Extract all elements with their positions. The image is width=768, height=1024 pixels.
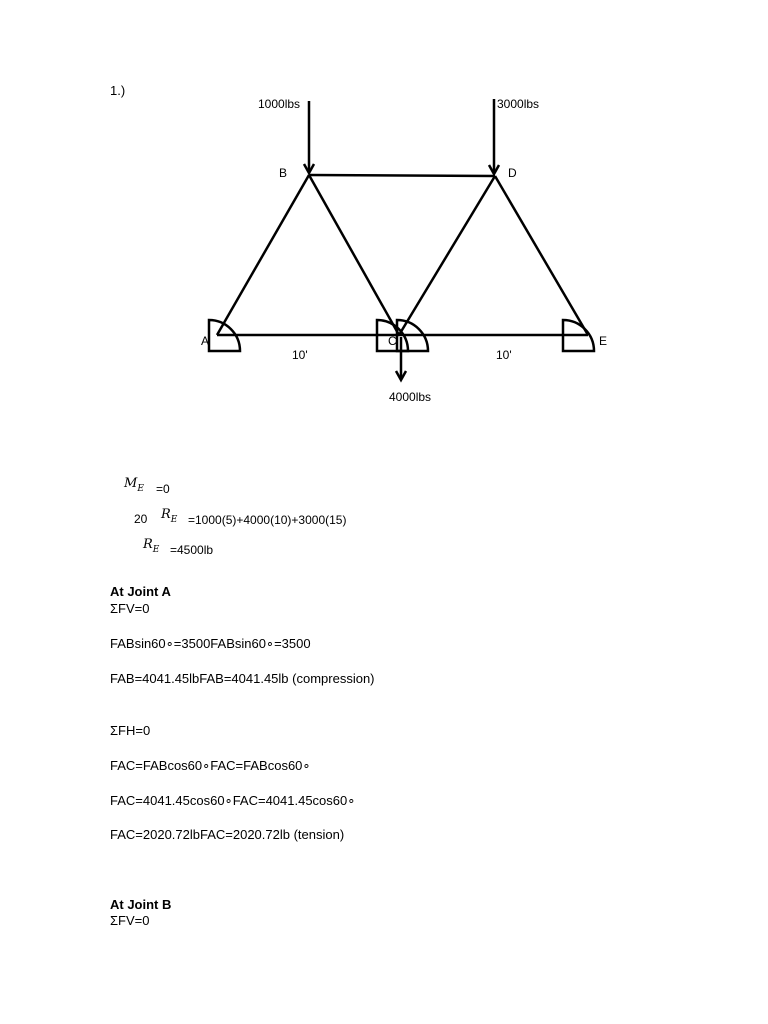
member-bc [309,175,399,335]
joint-a-line-3: FAC=FABcos60∘FAC=FABcos60∘ [110,758,311,773]
reaction-coefficient: 20 [134,512,148,526]
joint-a-line-4: FAC=4041.45cos60∘FAC=4041.45cos60∘ [110,793,356,808]
moment-equation: =0 [156,482,170,496]
joint-a-heading: At Joint A [110,584,171,599]
load-label-d: 3000lbs [497,97,540,111]
reaction-result-symbol: $R_E$ [143,537,160,555]
span-label-left: 10' [292,348,308,362]
member-cd [399,176,495,335]
node-label-b: B [279,166,288,180]
node-label-c: C [388,334,397,348]
joint-a-sum-fv: ΣFV=0 [110,601,150,616]
truss-diagram [0,0,768,430]
joint-b-sum-fv: ΣFV=0 [110,913,150,928]
node-label-e: E [599,334,608,348]
member-ab [217,175,309,335]
reaction-result: =4500lb [170,543,214,557]
problem-number: 1.) [110,83,126,98]
reaction-symbol: $R_E$ [161,507,178,525]
joint-a-sum-fh: ΣFH=0 [110,723,151,738]
load-label-c: 4000lbs [389,390,432,404]
member-de [495,176,588,335]
span-label-right: 10' [496,348,512,362]
joint-a-line-5: FAC=2020.72lbFAC=2020.72lb (tension) [110,827,345,842]
reaction-equation: =1000(5)+4000(10)+3000(15) [188,513,347,527]
member-bd [309,175,495,176]
joint-b-heading: At Joint B [110,897,172,912]
node-label-a: A [201,334,210,348]
moment-symbol: $M_E$ [124,476,144,494]
joint-a-line-2: FAB=4041.45lbFAB=4041.45lb (compression) [110,671,375,686]
node-label-d: D [508,166,517,180]
joint-a-line-1: FABsin60∘=3500FABsin60∘=3500 [110,636,311,651]
load-label-b: 1000lbs [258,97,301,111]
